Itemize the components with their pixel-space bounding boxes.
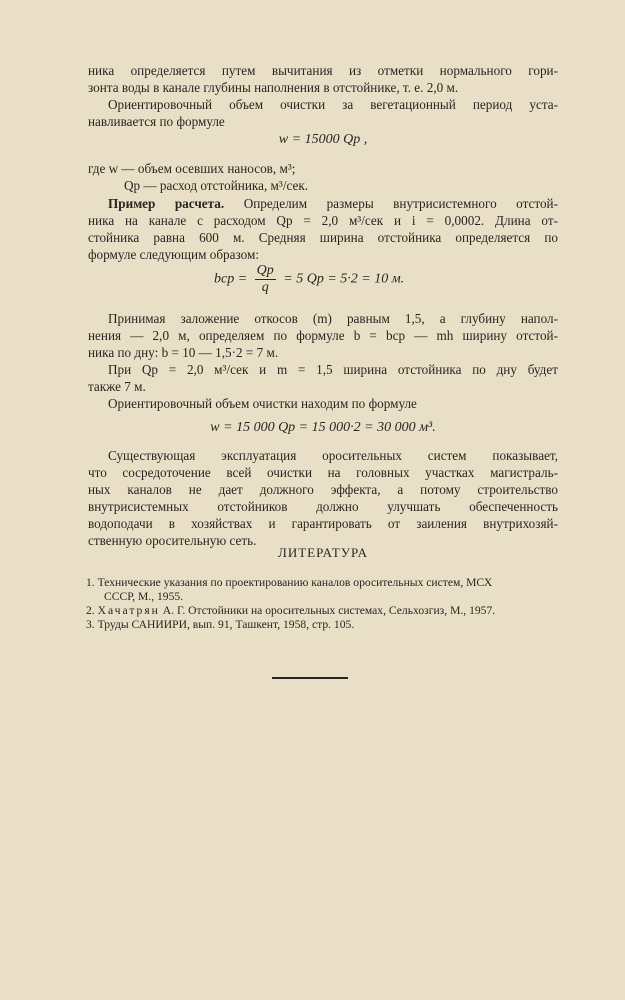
fraction-numerator: Qр [256,263,274,278]
formula-volume-result: w = 15 000 Qр = 15 000·2 = 30 000 м³. [210,420,436,435]
example-line4: формуле следующим образом: [88,247,259,262]
paragraph-conclusion-line2: что сосредоточение всей очистки на головных участках магистраль- [88,465,558,480]
paragraph-volume-line1: Ориентировочный объем очистки за вегетационный период уста- [108,97,558,112]
example-heading: Пример расчета. [108,196,225,211]
paragraph-slopes-line1: Принимая заложение откосов (m) равным 1,5, а глубину напол- [108,311,558,326]
example-line2: ника на канале с расходом Qр = 2,0 м³/сек и i = 0,0002. Длина от- [88,213,558,228]
reference-1-line2: СССР, М., 1955. [104,590,184,603]
reference-2-rest: А. Г. Отстойники на оросительных системах, Сельхозгиз, М., 1957. [162,604,496,617]
formula-volume: w = 15000 Qр , [278,132,368,147]
end-divider [272,677,348,679]
example-text: Определим размеры внутрисистемного отстой- [243,196,559,211]
paragraph-volume-line2: навливается по формуле [88,114,225,129]
paragraph-q-line2: также 7 м. [88,379,146,394]
paragraph-conclusion-line4: внутрисистемных отстойников должно улучшать обеспеченность [88,499,558,514]
reference-2-number: 2. [86,604,95,617]
example-line1 [108,195,558,213]
paragraph-conclusion-line3: ных каналов не дает должного эффекта, а потому строительство [88,482,558,497]
paragraph-intro-line2: зонта воды в канале глубины наполнения в отстойнике, т. е. 2,0 м. [88,80,459,95]
paragraph-slopes-line2: нения — 2,0 м, определяем по формуле b = bср — mh ширину отстой- [88,328,558,343]
paragraph-conclusion-line6: ственную оросительную сеть. [88,533,257,548]
paragraph-volume2: Ориентировочный объем очистки находим по формуле [108,396,417,411]
paragraph-conclusion-line5: водоподачи в хозяйствах и гарантировать от заиления внутрихозяй- [88,516,558,531]
paragraph-q-line1: При Qр = 2,0 м³/сек и m = 1,5 ширина отстойника по дну будет [108,362,558,377]
formula-width-fraction [255,263,276,296]
legend-w: где w — объем осевших наносов, м³; [88,161,296,176]
reference-1-line1: 1. Технические указания по проектированию каналов оросительных систем, МСХ [86,576,493,589]
paragraph-intro-line1: ника определяется путем вычитания из отметки нормального гори- [88,63,558,78]
fraction-denominator: q [261,280,269,295]
reference-2-author: Хачатрян [97,604,160,617]
references-title: ЛИТЕРАТУРА [278,545,368,560]
formula-width [214,263,454,296]
paragraph-conclusion-line1: Существующая эксплуатация оросительных систем показывает, [108,448,558,463]
paragraph-slopes-line3: ника по дну: b = 10 — 1,5·2 = 7 м. [88,345,279,360]
reference-3: 3. Труды САНИИРИ, вып. 91, Ташкент, 1958, стр. 105. [86,618,355,631]
example-line3: стойника равна 600 м. Средняя ширина отстойника определяется по [88,230,558,245]
formula-width-left: bср = [214,271,248,287]
formula-width-right: = 5 Qр = 5·2 = 10 м. [283,271,405,287]
legend-q: Qр — расход отстойника, м³/сек. [124,178,309,193]
reference-2 [86,604,566,618]
